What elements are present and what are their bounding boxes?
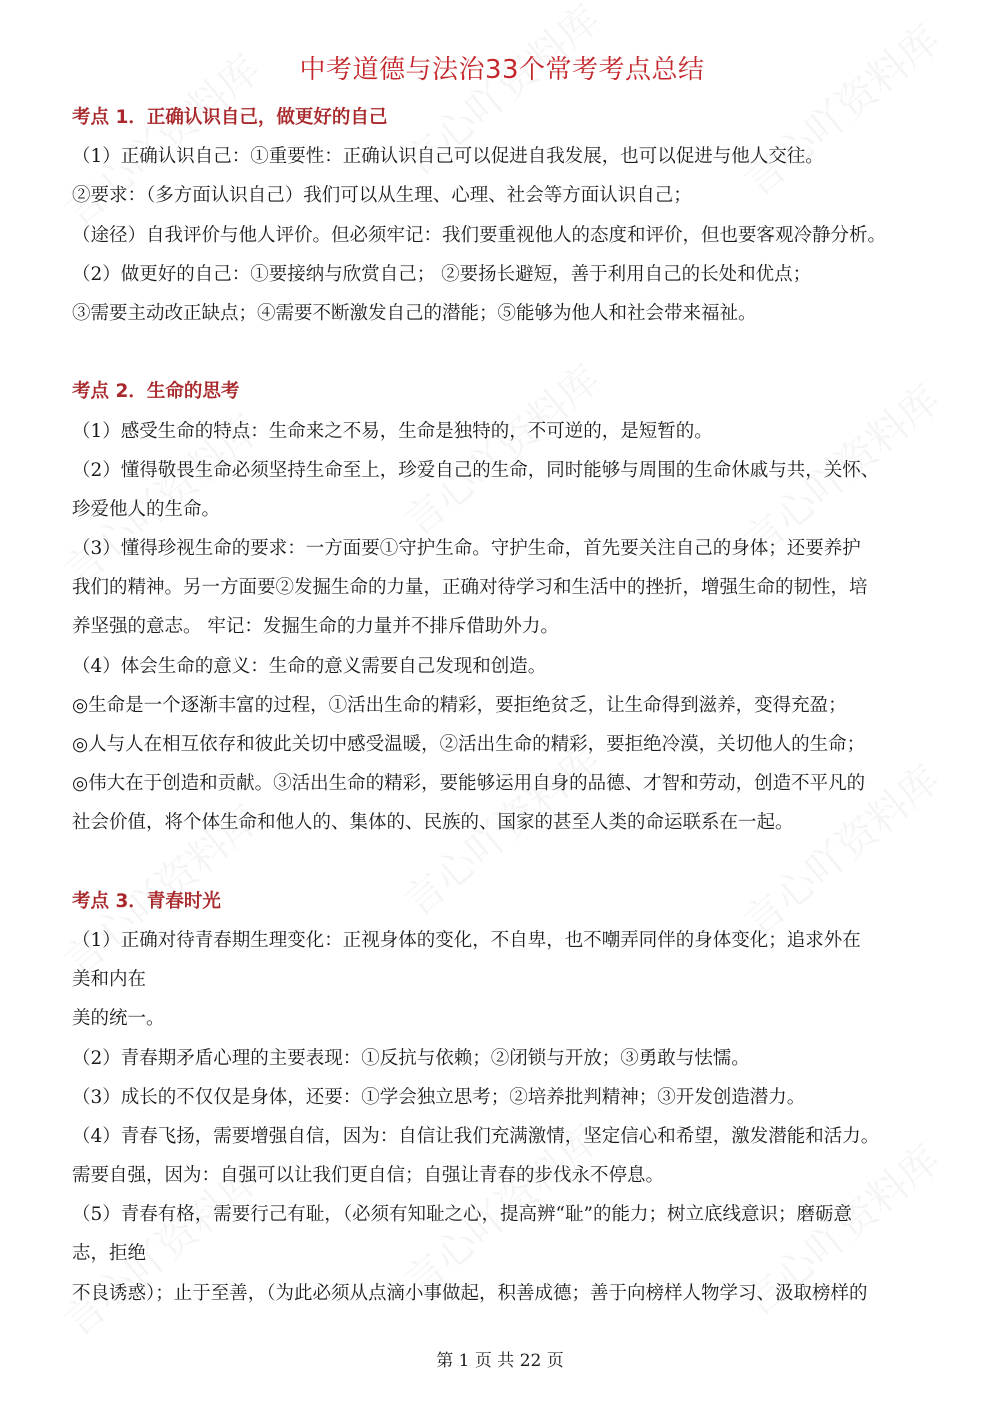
body-text-line: （3）成长的不仅仅是身体，还要：①学会独立思考；②培养批判精神；③开发创造潜力。 [72,1086,806,1108]
body-text-line: 美的统一。 [72,1008,165,1030]
body-text-line: （5）青春有格，需要行己有耻，（必须有知耻之心，提高辨“耻”的能力；树立底线意识；磨砺意 [72,1204,852,1226]
body-text-line: （2）懂得敬畏生命必须坚持生命至上，珍爱自己的生命，同时能够与周围的生命休戚与共，关怀、 [72,459,880,481]
section-gap [72,843,932,882]
body-text-line: ③需要主动改正缺点；④需要不断激发自己的潜能；⑤能够为他人和社会带来福祉。 [72,302,757,324]
body-text-line: （2）做更好的自己：①要接纳与欣赏自己； ②要扬长避短，善于利用自己的长处和优点； [72,263,812,285]
section-heading: 考点 3．青春时光 [72,890,221,912]
body-text-line: 我们的精神。另一方面要②发掘生命的力量，正确对待学习和生活中的挫折，增强生命的韧性，培 [72,577,868,599]
body-text-line: 美和内在 [72,969,147,991]
body-text-line: ◎生命是一个逐渐丰富的过程，①活出生命的精彩，要拒绝贫乏，让生命得到滋养，变得充盈； [72,694,847,716]
body-text-line: 养坚强的意志。 牢记：发掘生命的力量并不排斥借助外力。 [72,616,559,638]
body-text-line: 需要自强，因为：自强可以让我们更自信；自强让青春的步伐永不停息。 [72,1165,665,1187]
body-text-line: （1）正确对待青春期生理变化：正视身体的变化，不自卑，也不嘲弄同伴的身体变化；追求外在 [72,929,861,951]
body-text-line: 志，拒绝 [72,1243,147,1265]
body-text-line: （4）体会生命的意义：生命的意义需要自己发现和创造。 [72,655,547,677]
section-heading: 考点 2．生命的思考 [72,381,240,403]
section-gap [72,333,932,372]
body-text-line: 珍爱他人的生命。 [72,498,221,520]
body-text-line: （途径）自我评价与他人评价。但必须牢记：我们要重视他人的态度和评价，但也要客观冷静分析。 [72,224,887,246]
body-text-line: 不良诱惑）；止于至善，（为此必须从点滴小事做起，积善成德；善于向榜样人物学习、汲取榜样的 [72,1282,868,1304]
body-text-line: （1）感受生命的特点：生命来之不易，生命是独特的，不可逆的，是短暂的。 [72,420,713,442]
document-title: 中考道德与法治33个常考考点总结 [299,55,705,85]
body-text-line: ②要求：（多方面认识自己）我们可以从生理、心理、社会等方面认识自己； [72,185,692,207]
section-heading: 考点 1．正确认识自己，做更好的自己 [72,107,388,128]
page-footer: 第 1 页 共 22 页 [436,1351,564,1371]
body-text-line: （2）青春期矛盾心理的主要表现：①反抗与依赖；②闭锁与开放；③勇敢与怯懦。 [72,1047,750,1069]
body-text-line: （3）懂得珍视生命的要求：一方面要①守护生命。守护生命，首先要关注自己的身体；还要养护 [72,538,861,560]
body-text-line: ◎人与人在相互依存和彼此关切中感受温暖，②活出生命的精彩，要拒绝冷漠，关切他人的生命； [72,734,866,755]
body-text-line: ◎伟大在于创造和贡献。③活出生命的精彩，要能够运用自身的品德、才智和劳动，创造不平凡的 [72,773,866,795]
document-page [72,50,932,1313]
body-text-line: 社会价值，将个体生命和他人的、集体的、民族的、国家的甚至人类的命运联系在一起。 [72,812,794,834]
body-text-line: （1）正确认识自己：①重要性：正确认识自己可以促进自我发展，也可以促进与他人交往。 [72,146,824,168]
body-text-line: （4）青春飞扬，需要增强自信，因为：自信让我们充满激情，坚定信心和希望，激发潜能和活力。 [72,1125,880,1147]
